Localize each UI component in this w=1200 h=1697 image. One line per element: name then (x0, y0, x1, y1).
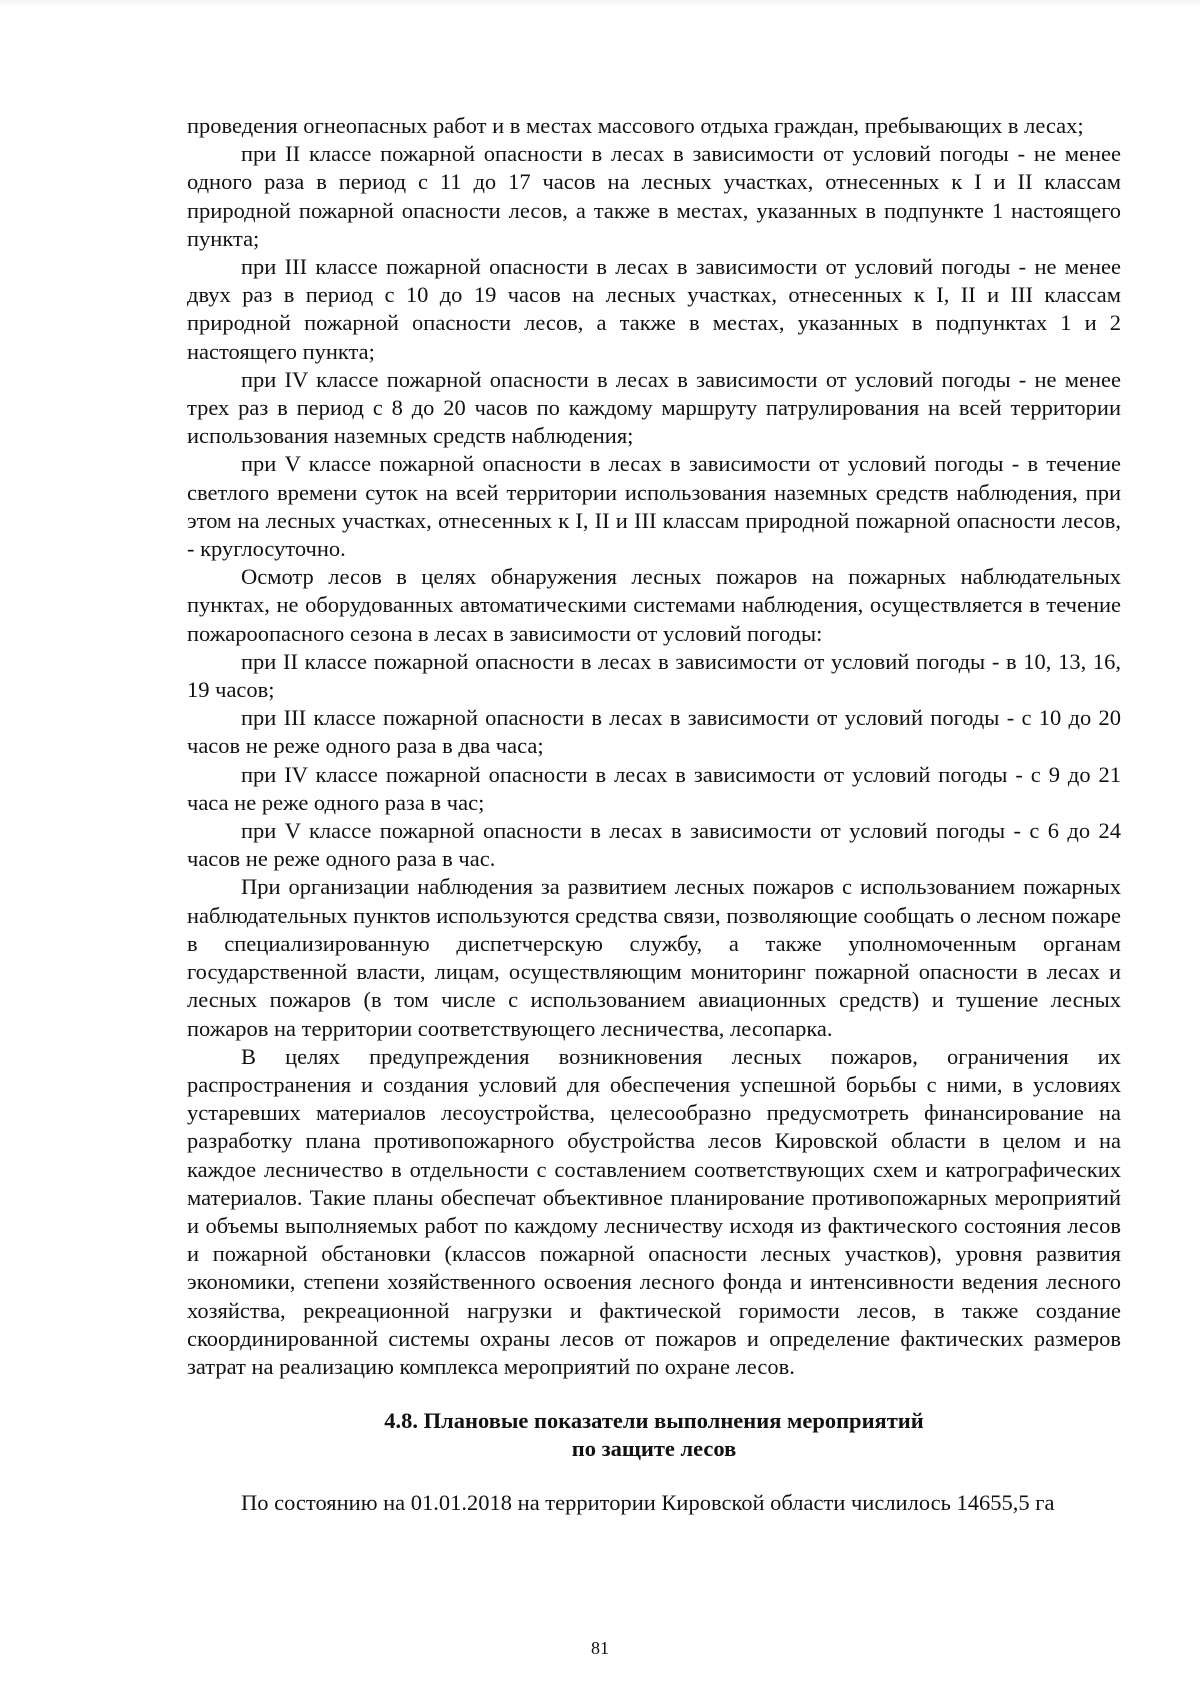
paragraph-observation-posts: Осмотр лесов в целях обнаружения лесных пожаров на пожарных наблюдательных пунктах, не оборудованных автоматическими системами наблюдения, осуществляется в течение пожароопасного сезона в лесах в зависимости от условий погоды: (187, 564, 1121, 646)
paragraph-class-5-observation: при V классе пожарной опасности в лесах в зависимости от условий погоды - с 6 до 24 часов не реже одного раза в час. (187, 818, 1121, 872)
page-body (187, 112, 1121, 1517)
paragraph-class-3-patrol: при III классе пожарной опасности в лесах в зависимости от условий погоды - не менее двух раз в период с 10 до 19 часов на лесных участках, отнесенных к I, II и III классам природной пожарной опасности лесов, а также в местах, указанных в подпунктах 1 и 2 настоящего пункта; (187, 254, 1121, 364)
paragraph-class-4-patrol: при IV классе пожарной опасности в лесах в зависимости от условий погоды - не менее трех раз в период с 8 до 20 часов по каждому маршруту патрулирования на всей территории использования наземных средств наблюдения; (187, 366, 1121, 449)
paragraph-continuation: проведения огнеопасных работ и в местах массового отдыха граждан, пребывающих в лесах; (187, 113, 1084, 138)
paragraph-class-2-patrol: при II классе пожарной опасности в лесах в зависимости от условий погоды - не менее одного раза в период с 11 до 17 часов на лесных участках, отнесенных к I и II классам природной пожарной опасности лесов, а также в местах, указанных в подпункте 1 настоящего пункта; (187, 141, 1121, 251)
paragraph-closing: По состоянию на 01.01.2018 на территории Кировской области числилось 14655,5 га (241, 1490, 1055, 1516)
paragraph-prevention-plan: В целях предупреждения возникновения лесных пожаров, ограничения их распространения и создания условий для обеспечения успешной борьбы с ними, в условиях устаревших материалов лесоустройства, целесообразно предусмотреть финансирование на разработку плана противопожарного обустройства лесов Кировской области в целом и на каждое лесничество в отдельности с составлением соответствующих схем и катрографических материалов. Такие планы обеспечат объективное планирование противопожарных мероприятий и объемы выполняемых работ по каждому лесничеству исходя из фактического состояния лесов и пожарной обстановки (классов пожарной опасности лесных участков), уровня развития экономики, степени хозяйственного освоения лесного фонда и интенсивности ведения лесного хозяйства, рекреационной нагрузки и фактической горимости лесов, в также создание скоординированной системы охраны лесов от пожаров и определение фактических размеров затрат на реализацию комплекса мероприятий по охране лесов. (187, 1043, 1121, 1379)
section-heading-line-2: по защите лесов (571, 1436, 737, 1462)
paragraph-class-3-observation: при III классе пожарной опасности в лесах в зависимости от условий погоды - с 10 до 20 часов не реже одного раза в два часа; (187, 705, 1121, 759)
page-number: 81 (591, 1638, 609, 1658)
scan-edge (0, 0, 1200, 6)
section-heading (187, 1407, 1121, 1463)
paragraph-class-2-observation: при II классе пожарной опасности в лесах в зависимости от условий погоды - в 10, 13, 16, 19 часов; (187, 648, 1121, 703)
paragraph-communication: При организации наблюдения за развитием лесных пожаров с использованием пожарных наблюдательных пунктов используются средства связи, позволяющие сообщать о лесном пожаре в специализированную диспетчерскую службу, а также уполномоченным органам государственной власти, лицам, осуществляющим мониторинг пожарной опасности в лесах и лесных пожаров (в том числе с использованием авиационных средств) и тушение лесных пожаров на территории соответствующего лесничества, лесопарка. (187, 874, 1121, 1041)
paragraph-class-4-observation: при IV классе пожарной опасности в лесах в зависимости от условий погоды - с 9 до 21 часа не реже одного раза в час; (187, 761, 1121, 815)
section-heading-line-1: 4.8. Плановые показатели выполнения мероприятий (384, 1408, 924, 1434)
spacer (187, 1463, 1121, 1489)
paragraph-class-5-patrol: при V классе пожарной опасности в лесах в зависимости от условий погоды - в течение светлого времени суток на всей территории использования наземных средств наблюдения, при этом на лесных участках, отнесенных к I, II и III классам природной пожарной опасности лесов, - круглосуточно. (187, 451, 1121, 562)
